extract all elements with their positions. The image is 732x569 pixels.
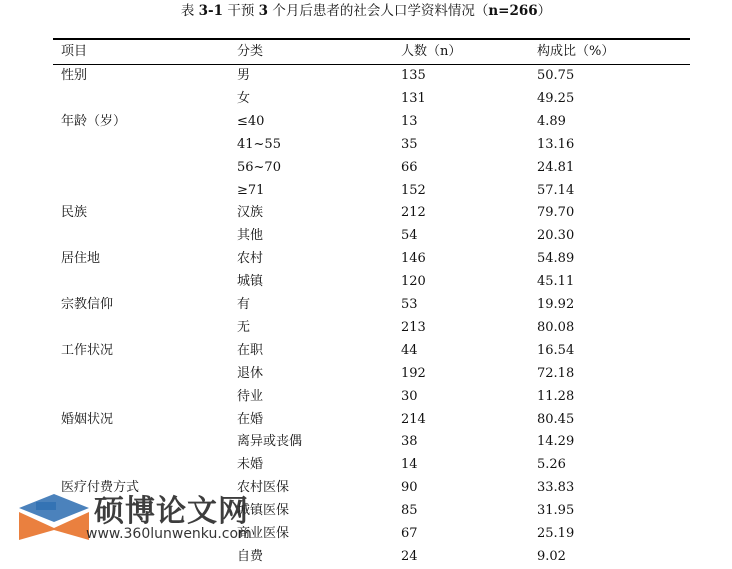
row-category: 农村 [237, 251, 264, 267]
row-percent: 14.29 [537, 434, 575, 450]
row-category: 有 [237, 297, 251, 312]
row-count: 131 [401, 90, 426, 106]
row-percent: 72.18 [537, 365, 575, 381]
row-count: 30 [401, 388, 418, 404]
row-item: 婚姻状况 [61, 411, 114, 427]
row-item: 宗教信仰 [61, 297, 114, 312]
caption-number: 3-1 [198, 3, 224, 19]
row-category: 56~70 [237, 159, 281, 175]
row-percent: 9.02 [537, 548, 566, 564]
row-category: 离异或丧偶 [237, 434, 303, 450]
row-count: 53 [401, 297, 418, 312]
header-percent: 构成比（%） [537, 44, 615, 59]
row-item: 居住地 [61, 251, 101, 267]
row-category: 自费 [237, 548, 264, 564]
caption-text: 干预 [223, 3, 259, 19]
row-category: 在职 [237, 342, 264, 358]
row-category: 女 [237, 90, 251, 106]
row-item: 医疗付费方式 [61, 480, 140, 496]
caption-prefix: 表 [180, 3, 199, 19]
row-percent: 20.30 [537, 228, 575, 244]
row-percent: 57.14 [537, 182, 575, 198]
row-percent: 80.45 [537, 411, 575, 427]
table-top-rule [53, 38, 690, 40]
row-count: 66 [401, 159, 418, 175]
table-caption [0, 3, 732, 19]
table-header-rule [53, 64, 690, 65]
row-percent: 19.92 [537, 297, 575, 312]
row-count: 44 [401, 342, 418, 358]
row-category: 无 [237, 319, 251, 335]
row-count: 135 [401, 68, 426, 83]
row-count: 192 [401, 365, 426, 381]
row-count: 146 [401, 251, 426, 267]
row-item: 年龄（岁） [61, 113, 127, 129]
row-count: 67 [401, 526, 418, 541]
row-count: 213 [401, 319, 426, 335]
header-count: 人数（n） [401, 44, 462, 59]
row-category: 商业医保 [237, 526, 290, 541]
row-percent: 54.89 [537, 251, 575, 267]
row-count: 24 [401, 548, 418, 564]
row-category: 其他 [237, 228, 264, 244]
watermark-name: 硕博论文网 [94, 494, 249, 529]
row-percent: 16.54 [537, 342, 575, 358]
row-category: 未婚 [237, 457, 264, 473]
row-category: 在婚 [237, 411, 264, 427]
caption-bold-num: 3 [258, 3, 269, 19]
row-percent: 25.19 [537, 526, 575, 541]
caption-n: n=266 [488, 3, 538, 19]
row-category: 男 [237, 68, 251, 83]
watermark-cap-icon [14, 478, 94, 548]
row-category: ≤40 [237, 113, 265, 129]
row-count: 13 [401, 113, 418, 129]
row-count: 54 [401, 228, 418, 244]
row-percent: 11.28 [537, 388, 575, 404]
row-count: 212 [401, 205, 426, 221]
row-item: 性别 [61, 68, 88, 83]
row-category: 退休 [237, 365, 264, 381]
row-category: 汉族 [237, 205, 264, 221]
row-category: 城镇医保 [237, 503, 290, 519]
row-count: 214 [401, 411, 426, 427]
row-percent: 45.11 [537, 274, 575, 290]
row-category: 城镇 [237, 274, 264, 290]
row-percent: 79.70 [537, 205, 575, 221]
row-item: 民族 [61, 205, 88, 221]
row-percent: 4.89 [537, 113, 566, 129]
header-item: 项目 [61, 44, 88, 59]
caption-rest: 个月后患者的社会人口学资料情况（ [268, 3, 489, 19]
site-watermark [14, 478, 314, 569]
row-percent: 80.08 [537, 319, 575, 335]
row-category: 待业 [237, 388, 264, 404]
row-percent: 24.81 [537, 159, 575, 175]
row-percent: 13.16 [537, 136, 575, 152]
row-count: 152 [401, 182, 426, 198]
caption-close: ） [537, 3, 552, 19]
row-percent: 5.26 [537, 457, 566, 473]
row-category: ≥71 [237, 182, 265, 198]
row-category: 41~55 [237, 136, 281, 152]
row-count: 38 [401, 434, 418, 450]
row-count: 85 [401, 503, 418, 519]
row-category: 农村医保 [237, 480, 290, 496]
watermark-url: www.360lunwenku.com [86, 526, 252, 542]
row-count: 35 [401, 136, 418, 152]
row-percent: 33.83 [537, 480, 575, 496]
row-count: 14 [401, 457, 418, 473]
row-item: 工作状况 [61, 342, 114, 358]
row-percent: 49.25 [537, 90, 575, 106]
row-count: 120 [401, 274, 426, 290]
header-category: 分类 [237, 44, 264, 59]
row-percent: 31.95 [537, 503, 575, 519]
row-percent: 50.75 [537, 68, 575, 83]
row-count: 90 [401, 480, 418, 496]
